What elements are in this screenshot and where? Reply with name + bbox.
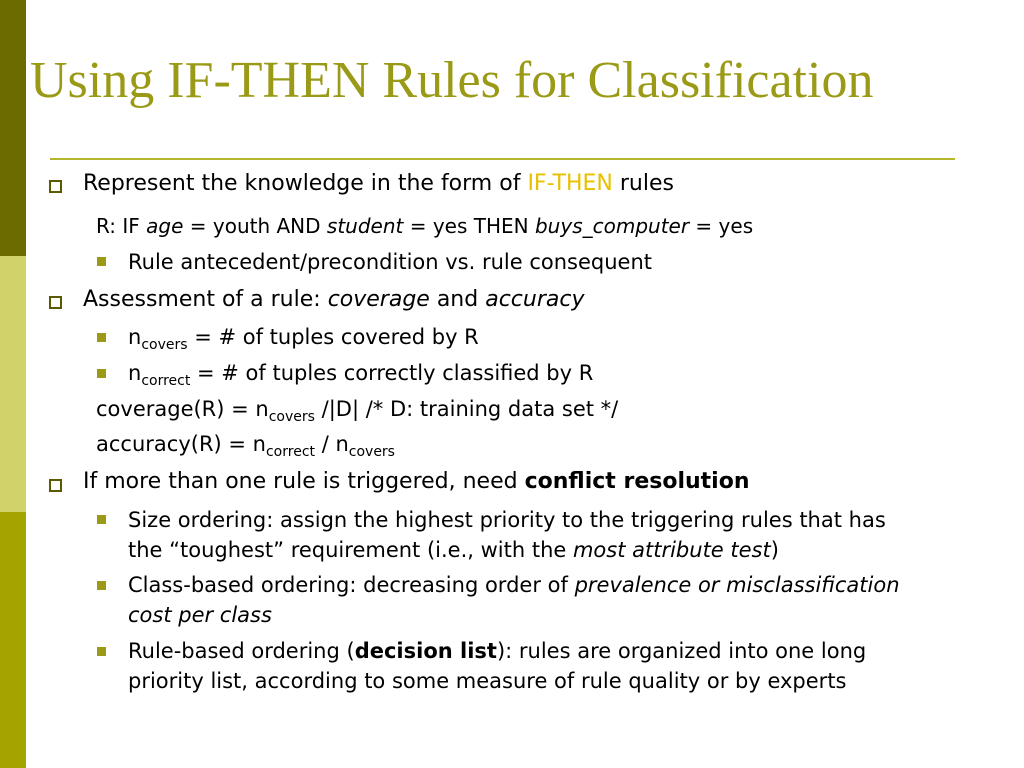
sub-bullet-antecedent: Rule antecedent/precondition vs. rule consequent	[128, 250, 653, 274]
bullet-represent-knowledge: Represent the knowledge in the form of IF-THEN rules	[83, 171, 674, 196]
hollow-square-bullet-icon	[49, 180, 62, 193]
square-bullet-icon	[97, 515, 106, 524]
rule-ordering-line-1: Rule-based ordering (decision list): rules are organized into one long	[128, 639, 867, 663]
rule-ordering-line-2: priority list, according to some measure of rule quality or by experts	[128, 669, 847, 693]
square-bullet-icon	[97, 647, 106, 656]
size-ordering-line-2: the “toughest” requirement (i.e., with the most attribute test)	[128, 538, 779, 562]
slide-title: Using IF-THEN Rules for Classification	[30, 52, 874, 109]
if-then-highlight: IF-THEN	[527, 171, 613, 196]
class-ordering-line-2: cost per class	[128, 603, 272, 627]
hollow-square-bullet-icon	[49, 296, 62, 309]
rule-example: R: IF age = youth AND student = yes THEN buys_computer = yes	[96, 214, 754, 238]
size-ordering-line-1: Size ordering: assign the highest priority to the triggering rules that has	[128, 508, 886, 532]
bullet-assessment: Assessment of a rule: coverage and accuracy	[83, 287, 585, 312]
class-ordering-line-1: Class-based ordering: decreasing order of prevalence or misclassification	[128, 573, 900, 597]
accuracy-formula: accuracy(R) = $n_{correct} / n_{covers}$	[96, 432, 395, 460]
square-bullet-icon	[97, 581, 106, 590]
square-bullet-icon	[97, 257, 106, 266]
square-bullet-icon	[97, 369, 106, 378]
hollow-square-bullet-icon	[49, 479, 62, 492]
sub-bullet-ncorrect: $n_{correct}$ = # of tuples correctly classified by R	[128, 361, 594, 389]
sub-bullet-ncovers: $n_{covers}$ = # of tuples covered by R	[128, 325, 479, 353]
coverage-formula: coverage(R) = $n_{covers}$ /|D| /* D: training data set */	[96, 397, 619, 425]
square-bullet-icon	[97, 333, 106, 342]
bullet-conflict-resolution: If more than one rule is triggered, need conflict resolution	[83, 469, 750, 494]
